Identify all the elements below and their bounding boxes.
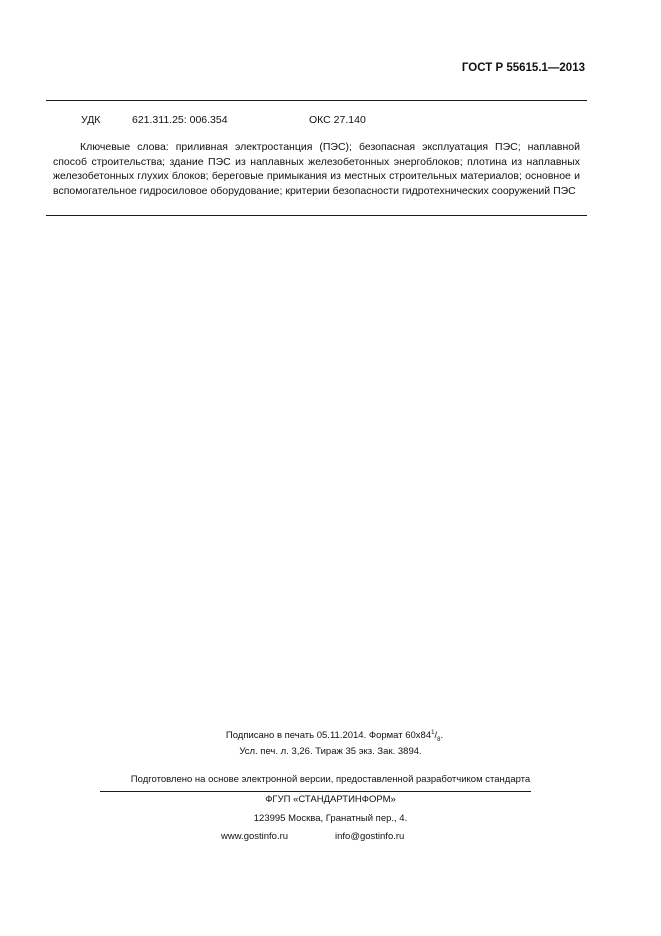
signed-suffix: . [440,730,444,742]
signed-for-print: Подписано в печать 05.11.2014. Формат $60х84^1/_8$. [225,730,444,744]
print-details: Усл. печ. л. 3,26. Тираж 35 экз. Зак. 3894. [239,746,422,757]
format-superscript: 1 [431,730,435,736]
keywords-paragraph: Ключевые слова: приливная электростанция (ПЭС); безопасная эксплуатация ПЭС; наплавной способ строительства; здание ПЭС из наплавных железобетонных энергоблоков; плотина из наплавных железобетонных глухих блоков; береговые примыкания из местных строительных материалов; основное и вспомогательное гидросиловое оборудование; критерии безопасности гидротехнических сооружений ПЭС [53,141,580,197]
publisher-address: 123995 Москва, Гранатный пер., 4. [253,813,408,824]
format-subscript: 8 [437,737,441,744]
prepared-note: Подготовлено на основе электронной версии, предоставленной разработчиком стандарта [130,774,531,785]
top-divider [46,100,587,101]
udk-label: УДК [81,114,101,126]
signed-text: Подписано в печать 05.11.2014. Формат 60х84 [225,730,432,742]
oks-label: ОКС 27.140 [309,114,366,126]
publisher-name: ФГУП «СТАНДАРТИНФОРМ» [265,794,396,805]
standard-code: ГОСТ Р 55615.1—2013 [461,62,585,74]
udk-value: 621.311.25: 006.354 [132,114,228,126]
website-link[interactable]: www.gostinfo.ru [221,831,289,842]
keywords-bottom-divider [46,215,587,216]
email-link[interactable]: info@gostinfo.ru [335,831,405,842]
imprint-divider [100,791,531,792]
